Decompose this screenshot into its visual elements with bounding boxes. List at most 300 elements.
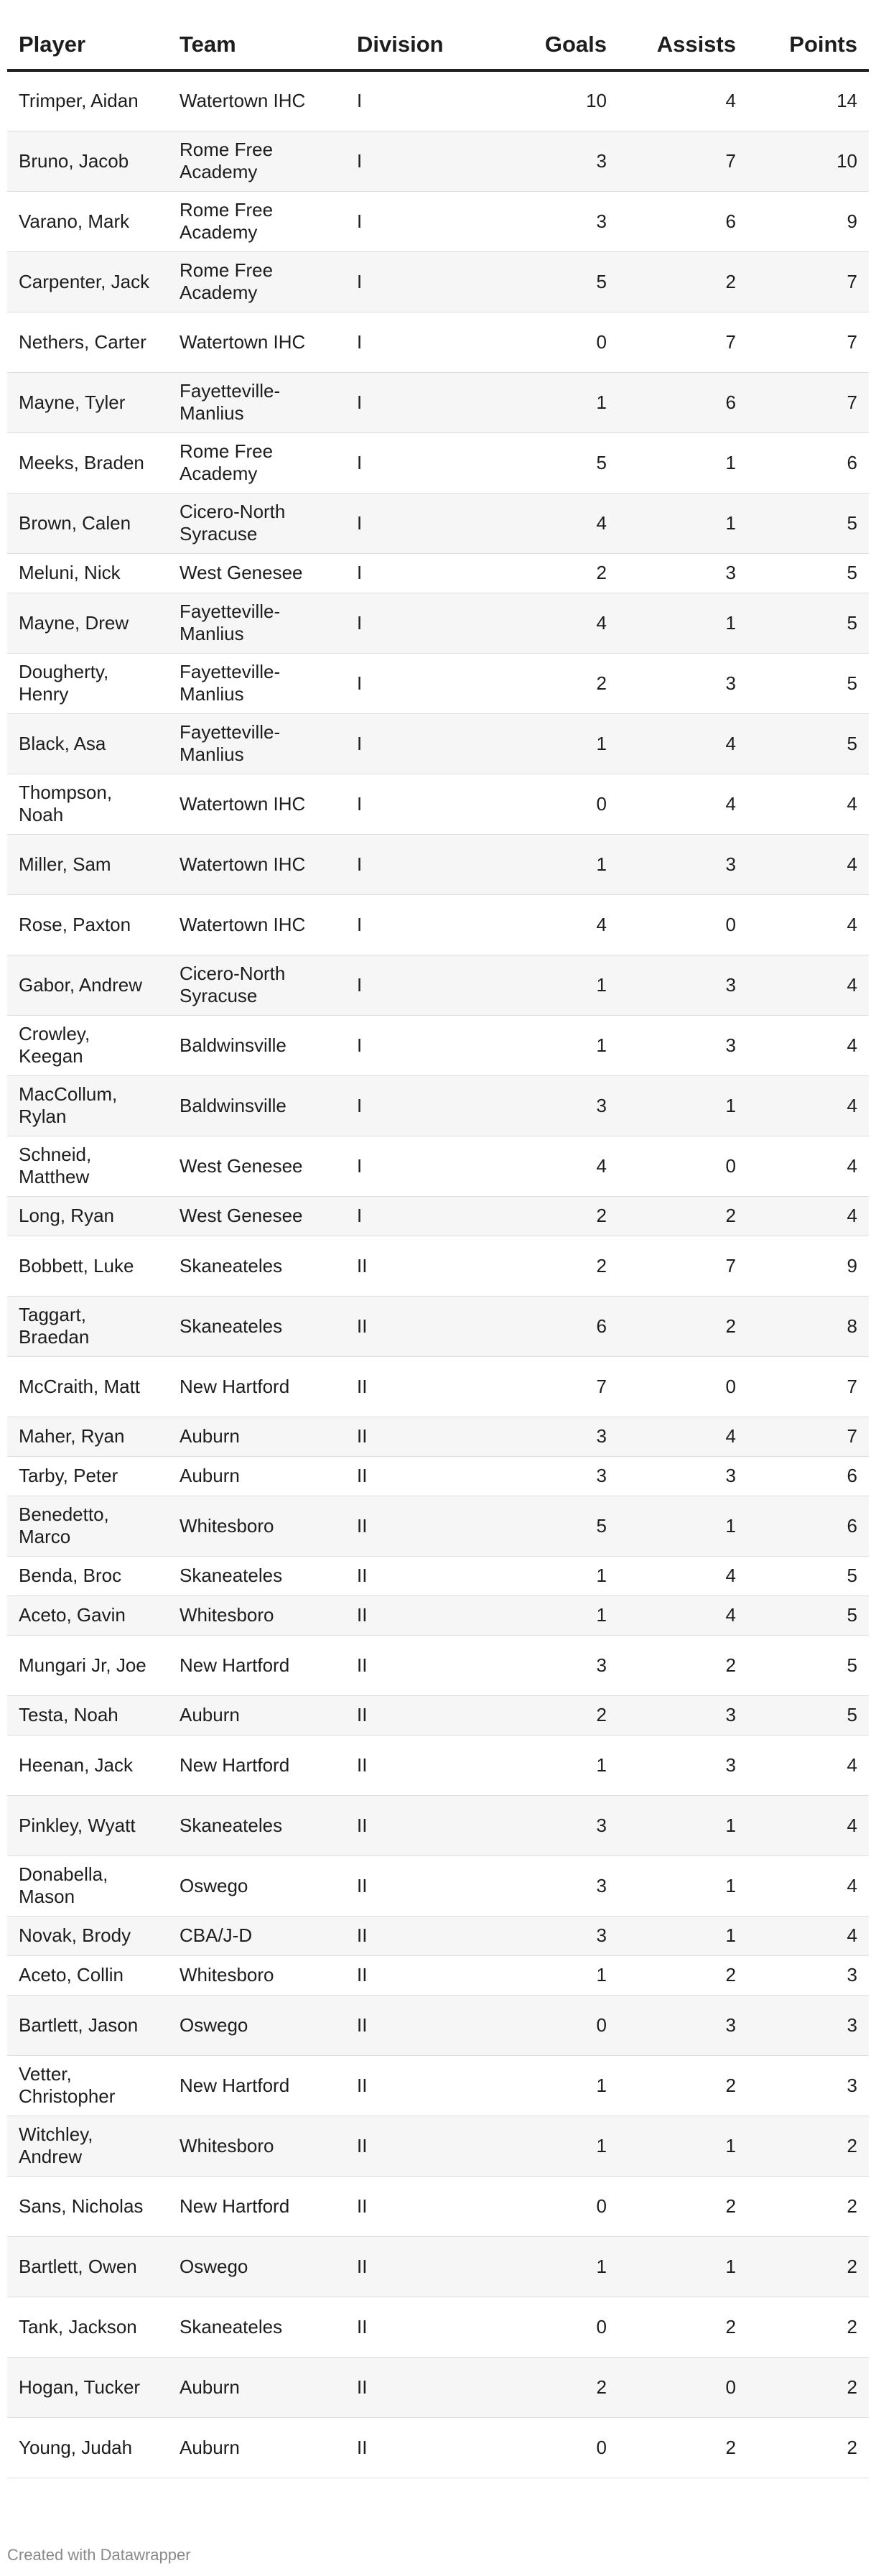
goals-cell: 1: [497, 1735, 618, 1795]
assists-cell: 2: [618, 251, 747, 312]
goals-cell: 0: [497, 774, 618, 834]
player-cell: Varano, Mark: [7, 191, 168, 251]
table-row: [7, 894, 869, 955]
player-cell: Dougherty, Henry: [7, 653, 168, 713]
team-cell: Whitesboro: [168, 2116, 345, 2176]
player-stats-table: [7, 20, 869, 2478]
team-cell: Auburn: [168, 1695, 345, 1735]
goals-cell: 6: [497, 1296, 618, 1356]
points-cell: 4: [747, 1075, 869, 1136]
team-cell: Cicero-North Syracuse: [168, 493, 345, 553]
goals-cell: 3: [497, 1855, 618, 1916]
assists-cell: 2: [618, 2417, 747, 2478]
table-row: [7, 1136, 869, 1196]
team-cell: New Hartford: [168, 1635, 345, 1695]
table-row: [7, 2236, 869, 2297]
player-cell: Mayne, Drew: [7, 593, 168, 653]
goals-cell: 1: [497, 372, 618, 432]
team-cell: New Hartford: [168, 2176, 345, 2236]
goals-cell: 10: [497, 70, 618, 131]
division-cell: II: [345, 1955, 497, 1995]
points-cell: 7: [747, 1356, 869, 1417]
division-cell: II: [345, 2116, 497, 2176]
table-row: [7, 1635, 869, 1695]
player-cell: Meluni, Nick: [7, 553, 168, 593]
table-row: [7, 2417, 869, 2478]
points-cell: 4: [747, 1855, 869, 1916]
goals-cell: 2: [497, 2357, 618, 2417]
player-cell: Gabor, Andrew: [7, 955, 168, 1015]
team-cell: Watertown IHC: [168, 774, 345, 834]
player-cell: Novak, Brody: [7, 1916, 168, 1955]
assists-cell: 1: [618, 1075, 747, 1136]
points-cell: 5: [747, 493, 869, 553]
goals-cell: 4: [497, 1136, 618, 1196]
player-cell: Tank, Jackson: [7, 2297, 168, 2357]
player-cell: Aceto, Gavin: [7, 1595, 168, 1635]
points-cell: 4: [747, 955, 869, 1015]
goals-cell: 3: [497, 1417, 618, 1456]
team-cell: Rome Free Academy: [168, 131, 345, 191]
player-cell: Benedetto, Marco: [7, 1496, 168, 1556]
table-row: [7, 2357, 869, 2417]
team-cell: Cicero-North Syracuse: [168, 955, 345, 1015]
datawrapper-credit: Created with Datawrapper: [7, 2546, 191, 2564]
division-cell: II: [345, 2297, 497, 2357]
team-cell: Fayetteville-Manlius: [168, 653, 345, 713]
player-cell: Taggart, Braedan: [7, 1296, 168, 1356]
assists-cell: 2: [618, 2297, 747, 2357]
player-cell: Donabella, Mason: [7, 1855, 168, 1916]
player-cell: Young, Judah: [7, 2417, 168, 2478]
team-cell: West Genesee: [168, 1196, 345, 1236]
assists-cell: 0: [618, 894, 747, 955]
assists-cell: 2: [618, 2176, 747, 2236]
assists-cell: 1: [618, 2116, 747, 2176]
team-cell: New Hartford: [168, 1735, 345, 1795]
team-cell: Watertown IHC: [168, 70, 345, 131]
assists-cell: 6: [618, 372, 747, 432]
division-cell: II: [345, 1236, 497, 1296]
table-row: [7, 372, 869, 432]
points-cell: 8: [747, 1296, 869, 1356]
assists-cell: 4: [618, 713, 747, 774]
team-cell: Rome Free Academy: [168, 191, 345, 251]
assists-cell: 7: [618, 312, 747, 372]
team-cell: Whitesboro: [168, 1955, 345, 1995]
assists-cell: 7: [618, 131, 747, 191]
goals-cell: 1: [497, 2236, 618, 2297]
stats-table-container: [7, 20, 869, 2478]
table-row: [7, 713, 869, 774]
goals-cell: 2: [497, 653, 618, 713]
player-cell: Meeks, Braden: [7, 432, 168, 493]
team-cell: Auburn: [168, 2357, 345, 2417]
assists-cell: 1: [618, 493, 747, 553]
table-row: [7, 1955, 869, 1995]
points-cell: 4: [747, 1916, 869, 1955]
assists-cell: 4: [618, 1595, 747, 1635]
player-cell: Pinkley, Wyatt: [7, 1795, 168, 1855]
division-cell: II: [345, 1417, 497, 1456]
player-cell: Maher, Ryan: [7, 1417, 168, 1456]
team-cell: West Genesee: [168, 553, 345, 593]
division-cell: I: [345, 131, 497, 191]
table-row: [7, 774, 869, 834]
team-cell: Fayetteville-Manlius: [168, 593, 345, 653]
goals-cell: 1: [497, 955, 618, 1015]
team-cell: Rome Free Academy: [168, 251, 345, 312]
division-cell: II: [345, 2176, 497, 2236]
player-cell: Carpenter, Jack: [7, 251, 168, 312]
team-cell: Watertown IHC: [168, 834, 345, 894]
player-cell: Nethers, Carter: [7, 312, 168, 372]
points-cell: 3: [747, 1955, 869, 1995]
team-cell: Oswego: [168, 1855, 345, 1916]
player-cell: Bartlett, Jason: [7, 1995, 168, 2055]
division-cell: II: [345, 1496, 497, 1556]
table-row: [7, 1595, 869, 1635]
points-cell: 5: [747, 553, 869, 593]
table-row: [7, 1296, 869, 1356]
table-row: [7, 593, 869, 653]
table-row: [7, 2055, 869, 2116]
table-row: [7, 1795, 869, 1855]
points-cell: 2: [747, 2236, 869, 2297]
points-cell: 4: [747, 774, 869, 834]
points-cell: 5: [747, 1695, 869, 1735]
table-row: [7, 1916, 869, 1955]
division-cell: I: [345, 1015, 497, 1075]
goals-cell: 0: [497, 2176, 618, 2236]
assists-cell: 4: [618, 1417, 747, 1456]
goals-cell: 1: [497, 713, 618, 774]
table-row: [7, 131, 869, 191]
table-row: [7, 1075, 869, 1136]
player-cell: Brown, Calen: [7, 493, 168, 553]
points-cell: 6: [747, 1496, 869, 1556]
division-cell: II: [345, 1916, 497, 1955]
team-cell: Auburn: [168, 2417, 345, 2478]
division-cell: I: [345, 834, 497, 894]
table-row: [7, 1417, 869, 1456]
goals-cell: 3: [497, 1635, 618, 1695]
assists-cell: 3: [618, 1015, 747, 1075]
assists-cell: 3: [618, 955, 747, 1015]
goals-cell: 3: [497, 1456, 618, 1496]
points-cell: 9: [747, 191, 869, 251]
points-cell: 5: [747, 713, 869, 774]
points-cell: 5: [747, 1595, 869, 1635]
points-cell: 5: [747, 1635, 869, 1695]
division-cell: I: [345, 70, 497, 131]
goals-cell: 2: [497, 1695, 618, 1735]
division-cell: II: [345, 1735, 497, 1795]
points-cell: 5: [747, 1556, 869, 1595]
assists-cell: 3: [618, 1456, 747, 1496]
division-cell: I: [345, 955, 497, 1015]
points-cell: 14: [747, 70, 869, 131]
player-cell: Hogan, Tucker: [7, 2357, 168, 2417]
goals-cell: 1: [497, 1556, 618, 1595]
assists-cell: 1: [618, 1855, 747, 1916]
team-cell: Skaneateles: [168, 1795, 345, 1855]
player-cell: Vetter, Christopher: [7, 2055, 168, 2116]
assists-cell: 0: [618, 2357, 747, 2417]
division-cell: I: [345, 1136, 497, 1196]
assists-cell: 3: [618, 553, 747, 593]
points-cell: 5: [747, 653, 869, 713]
division-cell: II: [345, 1995, 497, 2055]
points-cell: 4: [747, 1015, 869, 1075]
assists-cell: 3: [618, 1995, 747, 2055]
assists-cell: 0: [618, 1356, 747, 1417]
player-cell: Mungari Jr, Joe: [7, 1635, 168, 1695]
division-cell: II: [345, 2417, 497, 2478]
team-cell: Skaneateles: [168, 1236, 345, 1296]
player-cell: Black, Asa: [7, 713, 168, 774]
table-row: [7, 70, 869, 131]
assists-cell: 0: [618, 1136, 747, 1196]
player-cell: Rose, Paxton: [7, 894, 168, 955]
division-cell: II: [345, 2055, 497, 2116]
assists-cell: 7: [618, 1236, 747, 1296]
table-row: [7, 955, 869, 1015]
table-row: [7, 251, 869, 312]
player-cell: Thompson, Noah: [7, 774, 168, 834]
division-cell: I: [345, 593, 497, 653]
table-row: [7, 1196, 869, 1236]
division-cell: II: [345, 1855, 497, 1916]
assists-cell: 2: [618, 1296, 747, 1356]
assists-cell: 1: [618, 2236, 747, 2297]
division-cell: II: [345, 1635, 497, 1695]
assists-cell: 3: [618, 1735, 747, 1795]
table-row: [7, 1456, 869, 1496]
assists-cell: 1: [618, 1496, 747, 1556]
team-cell: New Hartford: [168, 1356, 345, 1417]
goals-cell: 2: [497, 553, 618, 593]
team-cell: Skaneateles: [168, 1296, 345, 1356]
team-cell: Fayetteville-Manlius: [168, 372, 345, 432]
points-cell: 6: [747, 432, 869, 493]
table-row: [7, 312, 869, 372]
points-cell: 4: [747, 1795, 869, 1855]
table-row: [7, 1356, 869, 1417]
team-cell: CBA/J-D: [168, 1916, 345, 1955]
team-cell: Auburn: [168, 1456, 345, 1496]
player-cell: McCraith, Matt: [7, 1356, 168, 1417]
team-cell: Skaneateles: [168, 1556, 345, 1595]
division-cell: I: [345, 1075, 497, 1136]
player-cell: Aceto, Collin: [7, 1955, 168, 1995]
column-header-team[interactable]: Team: [168, 20, 345, 70]
assists-cell: 1: [618, 593, 747, 653]
goals-cell: 1: [497, 1955, 618, 1995]
player-cell: Benda, Broc: [7, 1556, 168, 1595]
goals-cell: 4: [497, 593, 618, 653]
assists-cell: 1: [618, 432, 747, 493]
team-cell: Skaneateles: [168, 2297, 345, 2357]
goals-cell: 5: [497, 432, 618, 493]
assists-cell: 4: [618, 1556, 747, 1595]
goals-cell: 4: [497, 894, 618, 955]
points-cell: 2: [747, 2297, 869, 2357]
points-cell: 9: [747, 1236, 869, 1296]
table-row: [7, 1735, 869, 1795]
goals-cell: 3: [497, 1916, 618, 1955]
player-cell: Sans, Nicholas: [7, 2176, 168, 2236]
goals-cell: 2: [497, 1236, 618, 1296]
points-cell: 4: [747, 894, 869, 955]
team-cell: Whitesboro: [168, 1595, 345, 1635]
column-header-points[interactable]: Points: [747, 20, 869, 70]
player-cell: Tarby, Peter: [7, 1456, 168, 1496]
goals-cell: 2: [497, 1196, 618, 1236]
player-cell: Witchley, Andrew: [7, 2116, 168, 2176]
points-cell: 3: [747, 2055, 869, 2116]
table-row: [7, 432, 869, 493]
points-cell: 4: [747, 1196, 869, 1236]
points-cell: 5: [747, 593, 869, 653]
goals-cell: 5: [497, 251, 618, 312]
goals-cell: 4: [497, 493, 618, 553]
player-cell: Mayne, Tyler: [7, 372, 168, 432]
points-cell: 7: [747, 372, 869, 432]
table-row: [7, 1015, 869, 1075]
player-cell: Miller, Sam: [7, 834, 168, 894]
assists-cell: 3: [618, 653, 747, 713]
division-cell: II: [345, 1595, 497, 1635]
assists-cell: 4: [618, 774, 747, 834]
team-cell: Oswego: [168, 1995, 345, 2055]
player-cell: Schneid, Matthew: [7, 1136, 168, 1196]
header-row: [7, 20, 869, 70]
player-cell: Trimper, Aidan: [7, 70, 168, 131]
team-cell: West Genesee: [168, 1136, 345, 1196]
division-cell: I: [345, 312, 497, 372]
table-row: [7, 2116, 869, 2176]
player-cell: Bartlett, Owen: [7, 2236, 168, 2297]
goals-cell: 0: [497, 312, 618, 372]
assists-cell: 3: [618, 1695, 747, 1735]
table-row: [7, 191, 869, 251]
points-cell: 4: [747, 1735, 869, 1795]
team-cell: Watertown IHC: [168, 312, 345, 372]
table-row: [7, 1556, 869, 1595]
goals-cell: 3: [497, 191, 618, 251]
goals-cell: 0: [497, 2417, 618, 2478]
points-cell: 3: [747, 1995, 869, 2055]
assists-cell: 2: [618, 2055, 747, 2116]
goals-cell: 1: [497, 2116, 618, 2176]
division-cell: I: [345, 493, 497, 553]
points-cell: 2: [747, 2176, 869, 2236]
goals-cell: 0: [497, 2297, 618, 2357]
team-cell: Whitesboro: [168, 1496, 345, 1556]
team-cell: Oswego: [168, 2236, 345, 2297]
assists-cell: 6: [618, 191, 747, 251]
division-cell: I: [345, 713, 497, 774]
division-cell: II: [345, 1556, 497, 1595]
team-cell: Rome Free Academy: [168, 432, 345, 493]
team-cell: Baldwinsville: [168, 1075, 345, 1136]
table-row: [7, 653, 869, 713]
table-row: [7, 1855, 869, 1916]
points-cell: 10: [747, 131, 869, 191]
goals-cell: 1: [497, 1595, 618, 1635]
division-cell: II: [345, 1795, 497, 1855]
goals-cell: 0: [497, 1995, 618, 2055]
goals-cell: 1: [497, 1015, 618, 1075]
assists-cell: 1: [618, 1916, 747, 1955]
table-row: [7, 493, 869, 553]
team-cell: Fayetteville-Manlius: [168, 713, 345, 774]
points-cell: 2: [747, 2417, 869, 2478]
division-cell: I: [345, 191, 497, 251]
division-cell: I: [345, 251, 497, 312]
player-cell: Crowley, Keegan: [7, 1015, 168, 1075]
points-cell: 7: [747, 1417, 869, 1456]
table-header: [7, 20, 869, 70]
table-row: [7, 1695, 869, 1735]
player-cell: Long, Ryan: [7, 1196, 168, 1236]
division-cell: II: [345, 2357, 497, 2417]
division-cell: I: [345, 432, 497, 493]
division-cell: II: [345, 2236, 497, 2297]
points-cell: 4: [747, 1136, 869, 1196]
assists-cell: 2: [618, 1196, 747, 1236]
assists-cell: 2: [618, 1955, 747, 1995]
team-cell: Auburn: [168, 1417, 345, 1456]
division-cell: I: [345, 372, 497, 432]
column-header-assists[interactable]: Assists: [618, 20, 747, 70]
column-header-division[interactable]: Division: [345, 20, 497, 70]
division-cell: I: [345, 653, 497, 713]
player-cell: Testa, Noah: [7, 1695, 168, 1735]
goals-cell: 7: [497, 1356, 618, 1417]
points-cell: 4: [747, 834, 869, 894]
table-row: [7, 834, 869, 894]
points-cell: 6: [747, 1456, 869, 1496]
goals-cell: 3: [497, 131, 618, 191]
goals-cell: 1: [497, 2055, 618, 2116]
assists-cell: 1: [618, 1795, 747, 1855]
points-cell: 2: [747, 2357, 869, 2417]
column-header-goals[interactable]: Goals: [497, 20, 618, 70]
column-header-player[interactable]: Player: [7, 20, 168, 70]
table-row: [7, 1496, 869, 1556]
goals-cell: 3: [497, 1075, 618, 1136]
points-cell: 2: [747, 2116, 869, 2176]
table-row: [7, 2297, 869, 2357]
division-cell: I: [345, 553, 497, 593]
points-cell: 7: [747, 312, 869, 372]
player-cell: MacCollum, Rylan: [7, 1075, 168, 1136]
assists-cell: 4: [618, 70, 747, 131]
goals-cell: 3: [497, 1795, 618, 1855]
division-cell: I: [345, 1196, 497, 1236]
player-cell: Heenan, Jack: [7, 1735, 168, 1795]
table-row: [7, 1236, 869, 1296]
division-cell: I: [345, 894, 497, 955]
team-cell: Baldwinsville: [168, 1015, 345, 1075]
table-row: [7, 2176, 869, 2236]
goals-cell: 5: [497, 1496, 618, 1556]
division-cell: II: [345, 1356, 497, 1417]
division-cell: II: [345, 1456, 497, 1496]
assists-cell: 2: [618, 1635, 747, 1695]
